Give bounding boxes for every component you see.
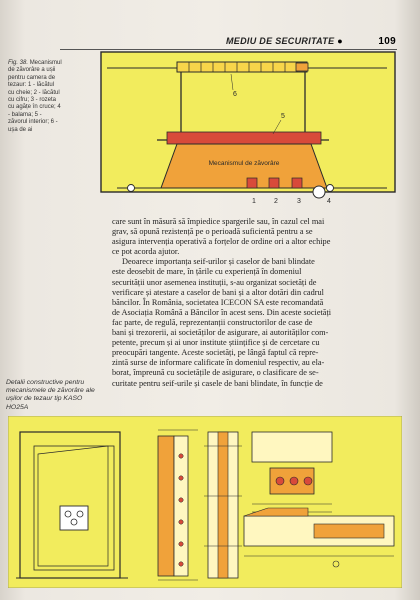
- body-line: petente, precum și ai unor institute științifice și de cercetare cu: [112, 338, 320, 348]
- body-line: fac parte, de regulă, reprezentanții constructorilor de case de: [112, 317, 313, 327]
- body-line: grav, să opună rezistență pe o perioadă suficientă pentru a se: [112, 227, 313, 237]
- hinge-4: [313, 186, 325, 198]
- figure2-caption: Detalii constructive pentru mecanismele de zăvorâre ale ușilor de tezaur tip KASO HO25A: [6, 379, 95, 411]
- body-line: asigura intervenția operativă a forțelor de ordine ori a altor echipe: [112, 237, 331, 247]
- callout-1: 1: [252, 198, 256, 205]
- body-line: borat, împreună cu societățile de asigurare, o clasificare de se-: [112, 368, 319, 378]
- figure1-vault-door-mechanism: [97, 50, 399, 207]
- mechanism-label: Mecanismul de zăvorâre: [208, 160, 280, 167]
- callout-4: 4: [327, 198, 331, 205]
- body-line: preocupări tangente. Aceste societăți, pe lângă faptul că repre-: [112, 348, 319, 358]
- header-bullet: ●: [337, 36, 343, 46]
- figure1-caption-text: Mecanismul de zăvorâre a ușii pentru camera de tezaur: 1 - lăcătul cu cheie; 2 - lăcătul cu cifru; 3 - rozeta cu agățe în cruce; 4 - balama; 5 - zăvorul interior; 6 - ușa de ai: [8, 60, 62, 133]
- pivot-right: [327, 185, 334, 192]
- inner-bolt-5: [167, 132, 321, 144]
- body-text: [112, 217, 382, 389]
- callout-2: 2: [274, 198, 278, 205]
- body-line: este deosebit de mare, în țările cu experiență în domeniul: [112, 267, 302, 277]
- figure1-caption-label: Fig. 38.: [8, 60, 29, 66]
- body-line: securității unor asemenea instituții, s-au organizat societăți de: [112, 277, 317, 287]
- bolt-end-block: [296, 63, 308, 71]
- callout-5: 5: [281, 113, 285, 120]
- bolt-bar-6: [177, 62, 307, 72]
- figure1-caption: [8, 60, 62, 134]
- page-number: 109: [378, 36, 396, 47]
- combination-lock-2: [269, 178, 279, 188]
- body-line: ce pot acorda ajutor.: [112, 247, 180, 257]
- body-line: de Asociația Română a Băncilor în acest sens. Din aceste societăți: [112, 307, 332, 317]
- body-line: băncilor. În România, societatea ICECON SA este recomandată: [112, 297, 324, 307]
- running-header: [226, 36, 396, 48]
- figure2-construction-details: [8, 416, 402, 588]
- body-line: Deoarece importanța seif-urilor și caselor de bani blindate: [122, 257, 315, 267]
- header-section-title: MEDIU DE SECURITATE: [226, 36, 335, 46]
- rosette-3: [292, 178, 302, 188]
- mechanism-vertical-detail: [204, 432, 242, 578]
- body-line: care sunt în măsură să împiedice spargerile sau, în cazul cel mai: [112, 217, 325, 226]
- body-line: bani și trezorerii, ai societăților de asigurare, ai autorităților com-: [112, 328, 329, 338]
- callout-6: 6: [233, 91, 237, 98]
- body-line: zintă surse de informare calificate în domeniul respectiv, au ela-: [112, 358, 325, 368]
- pivot-left: [128, 185, 135, 192]
- body-line: curitate pentru seif-urile și casele de bani blindate, în funcție de: [112, 378, 323, 388]
- callout-3: 3: [297, 198, 301, 205]
- body-line: verificare și atestare a caselor de bani și a altor dotări din cadrul: [112, 287, 324, 297]
- drawing-background: [8, 416, 402, 588]
- key-lock-1: [247, 178, 257, 188]
